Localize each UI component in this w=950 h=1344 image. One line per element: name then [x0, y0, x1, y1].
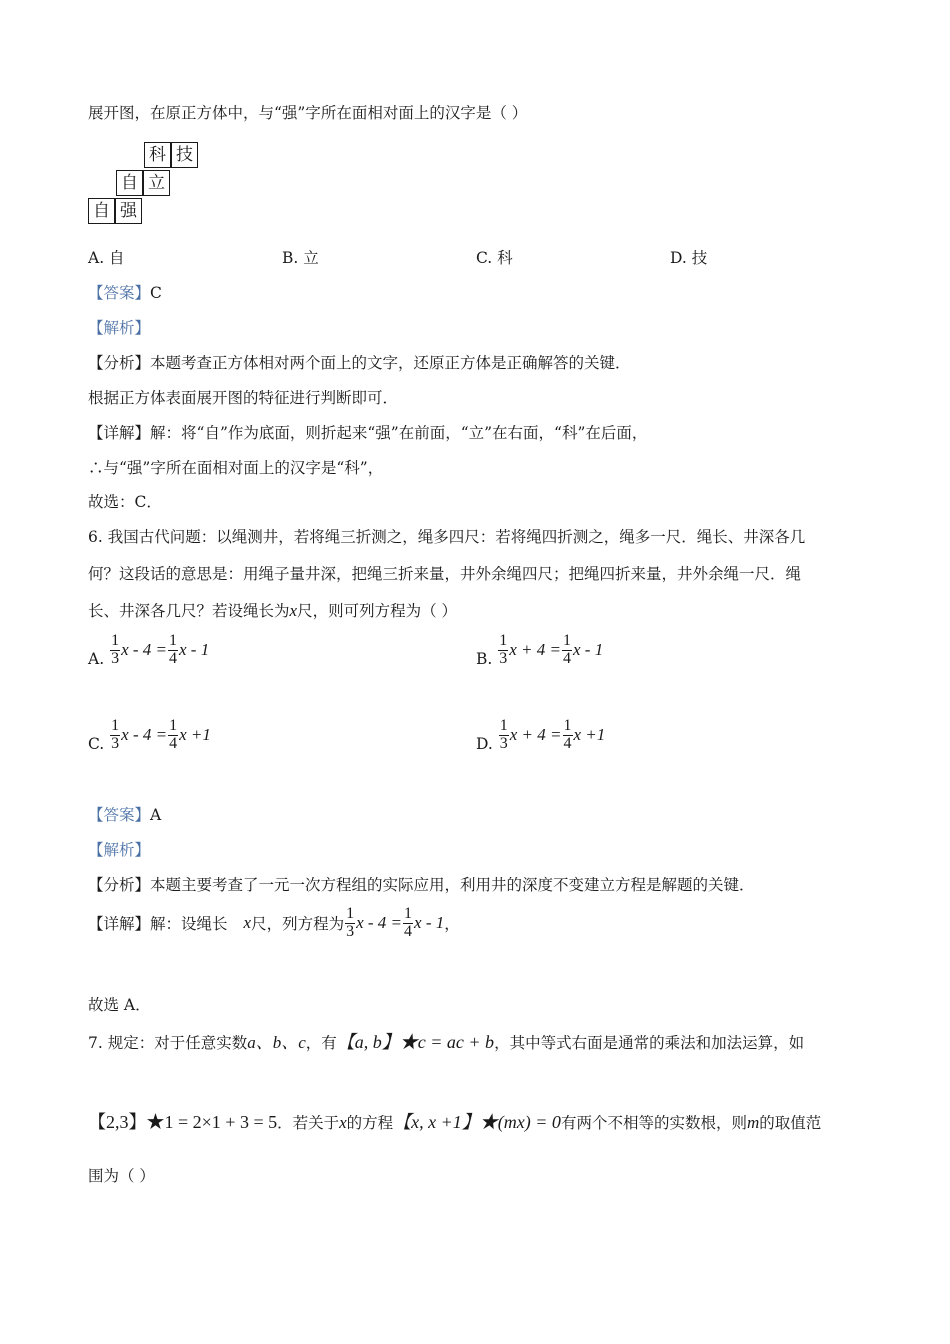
net-cell: 立	[143, 170, 170, 196]
answer-value: C	[150, 284, 162, 302]
option-label: C.	[88, 735, 105, 753]
net-cell: 自	[88, 198, 115, 224]
xiangjie-text: 尺，列方程为	[251, 915, 345, 934]
fenxi-tag: 【分析】	[88, 354, 151, 372]
q5-answer	[88, 281, 162, 303]
q6-option-a	[88, 632, 209, 668]
fraction	[403, 906, 413, 941]
answer-value: A	[150, 806, 162, 824]
q7-text: ．若关于	[277, 1114, 340, 1132]
q6-line2: 何？这段话的意思是：用绳子量井深，把绳三折来量，井外余绳四尺；把绳四折来量，井外余绳一尺．绳	[88, 565, 802, 583]
q5-xiangjie	[88, 421, 647, 443]
net-cell: 科	[144, 142, 171, 168]
var-x: x	[339, 1113, 347, 1132]
q5-conclusion: ∴与“强”字所在面相对面上的汉字是“科”，	[88, 459, 384, 477]
q7-line1	[88, 1028, 804, 1054]
q5-option-b: B. 立	[282, 249, 319, 267]
fraction	[345, 906, 355, 941]
q7-text: 的取值范	[759, 1114, 822, 1132]
fraction	[110, 718, 120, 753]
xiangjie-text: 解：设绳长	[150, 915, 228, 934]
q6-answer	[88, 803, 161, 825]
eq-left: x - 4 =	[121, 640, 167, 659]
q7-text: ，其中等式右面是通常的乘法和加法运算，如	[494, 1034, 805, 1052]
q7-text: 的方程	[346, 1114, 394, 1132]
q5-option-c: C. 科	[476, 249, 513, 267]
fraction	[562, 633, 572, 668]
q7-equation: 【x, x +1】★(mx) = 0	[393, 1112, 561, 1132]
q7-text: 7. 规定：对于任意实数	[88, 1034, 248, 1052]
fraction-den: 3	[499, 734, 508, 752]
q5-option-d: D. 技	[670, 249, 708, 267]
fenxi-text: 本题主要考查了一元一次方程组的实际应用，利用井的深度不变建立方程是解题的关键．	[150, 876, 755, 894]
fraction-num: 1	[111, 631, 120, 649]
eq-right: x - 1	[179, 640, 210, 659]
fraction-den: 4	[169, 734, 178, 752]
fraction-den: 4	[404, 922, 413, 940]
fraction	[563, 718, 573, 753]
punct: ，	[444, 915, 460, 934]
var-m: m	[746, 1113, 760, 1132]
q5-option-a: A. 自	[88, 249, 125, 267]
q5-fenxi2: 根据正方体表面展开图的特征进行判断即可．	[88, 389, 399, 407]
fenxi-tag: 【分析】	[88, 876, 151, 894]
fraction-num: 1	[499, 631, 508, 649]
net-cell: 自	[116, 170, 143, 196]
fraction-num: 1	[169, 716, 178, 734]
answer-tag: 【答案】	[88, 284, 151, 302]
fraction-den: 4	[169, 649, 177, 667]
fraction-num: 1	[169, 631, 177, 649]
q6-choose: 故选 A．	[88, 996, 151, 1014]
q6-line3	[88, 599, 457, 621]
fraction-den: 4	[563, 649, 572, 667]
fraction-num: 1	[346, 905, 355, 922]
q6-line3-text: 尺，则可列方程为（ ）	[297, 602, 457, 620]
eq-right: x - 1	[573, 640, 604, 659]
eq-left: x + 4 =	[509, 640, 562, 659]
var-x: x	[243, 913, 252, 933]
q6-option-b	[476, 632, 603, 668]
fraction-den: 3	[499, 649, 508, 667]
eq-right: x +1	[573, 725, 606, 744]
eq-left: x + 4 =	[509, 725, 562, 744]
q7-text: 有两个不相等的实数根，则	[560, 1114, 747, 1132]
q5-choose: 故选：C．	[88, 493, 162, 511]
option-label: B.	[476, 650, 493, 668]
q5-fenxi	[88, 351, 631, 373]
q7-line2	[88, 1108, 821, 1134]
fraction	[110, 633, 120, 668]
fraction	[499, 718, 509, 753]
q6-xiangjie	[88, 906, 460, 941]
q6-option-d	[476, 717, 605, 753]
fenxi-text: 本题考查正方体相对两个面上的文字，还原正方体是正确解答的关键．	[150, 354, 631, 372]
xiangjie-tag: 【详解】	[88, 915, 151, 934]
fraction	[498, 633, 508, 668]
fraction-num: 1	[563, 631, 572, 649]
net-cell: 强	[115, 198, 142, 224]
q5-analysis-tag: 【解析】	[88, 319, 151, 337]
fraction-den: 4	[563, 734, 572, 752]
fraction-den: 3	[346, 922, 355, 940]
option-label: A.	[88, 650, 105, 668]
fraction-num: 1	[111, 716, 120, 734]
q6-analysis-tag: 【解析】	[88, 841, 151, 859]
xiangjie-tag: 【详解】	[88, 424, 151, 442]
q7-example: 【2,3】★1 = 2×1 + 3 = 5	[88, 1112, 278, 1132]
q6-option-c	[88, 717, 211, 753]
var-x: x	[289, 601, 298, 620]
eq-right: x +1	[179, 725, 211, 744]
q5-stem: 展开图，在原正方体中，与“强”字所在面相对面上的汉字是（ ）	[88, 104, 528, 122]
fraction-den: 3	[111, 734, 120, 752]
q7-text: ，有	[305, 1034, 337, 1052]
fraction	[168, 718, 178, 753]
q7-definition: 【a, b】★c = ac + b	[336, 1032, 495, 1052]
fraction	[168, 633, 178, 668]
q6-fenxi	[88, 873, 755, 895]
option-label: D.	[476, 735, 493, 753]
eq-left: x - 4 =	[121, 725, 168, 744]
fraction-den: 3	[111, 649, 120, 667]
net-cell: 技	[171, 142, 198, 168]
fraction-num: 1	[499, 716, 508, 734]
answer-tag: 【答案】	[88, 806, 151, 824]
q6-line3-text: 长、井深各几尺？若设绳长为	[88, 602, 290, 620]
xiangjie-text: 解：将“自”作为底面，则折起来“强”在前面，“立”在右面，“科”在后面，	[150, 424, 648, 442]
q7-line3: 围为（ ）	[88, 1167, 155, 1185]
eq-left: x - 4 =	[356, 913, 403, 933]
fraction-num: 1	[563, 716, 572, 734]
q6-line1: 6. 我国古代问题：以绳测井，若将绳三折测之，绳多四尺：若将绳四折测之，绳多一尺．绳长、井深各几	[88, 528, 806, 546]
q7-vars: a、b、c	[247, 1033, 306, 1052]
fraction-num: 1	[404, 905, 413, 922]
eq-right: x - 1	[414, 913, 445, 933]
